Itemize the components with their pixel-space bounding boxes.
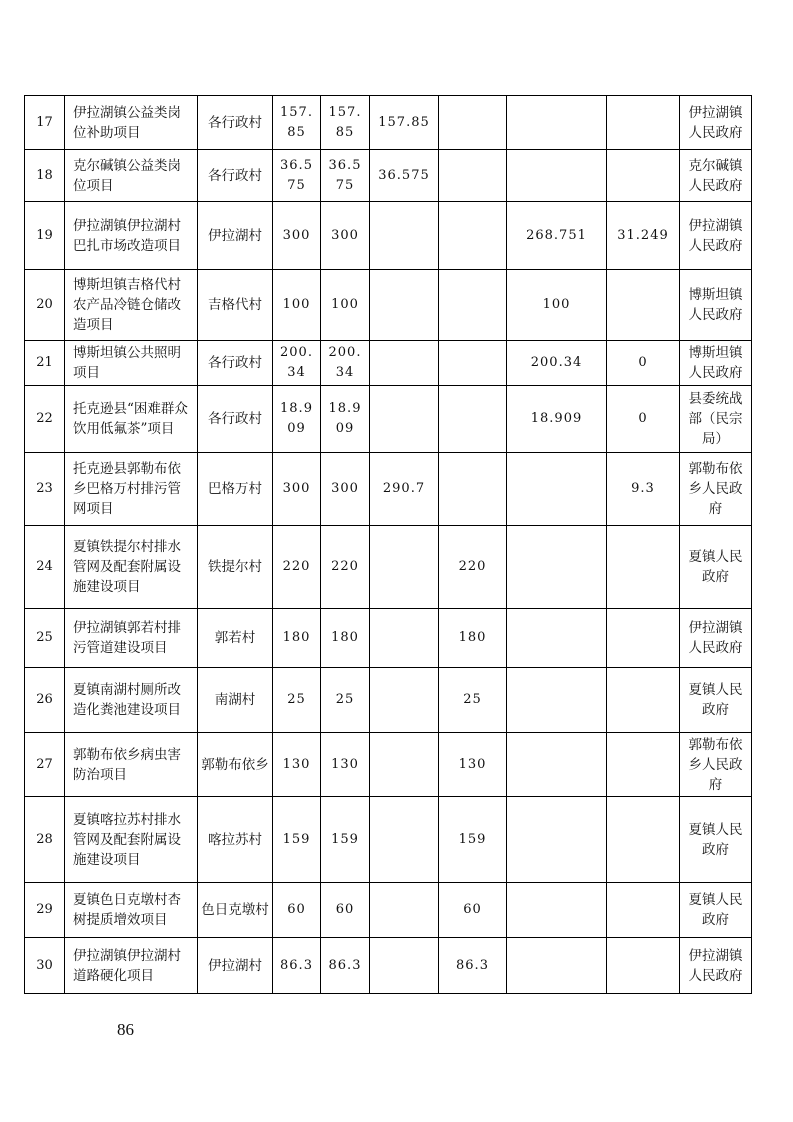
subtotal-amount: 86.3 (321, 938, 370, 994)
table-row (25, 96, 752, 150)
subtotal-amount: 300 (321, 453, 370, 526)
responsible-unit: 夏镇人民政府 (680, 883, 752, 938)
total-amount: 300 (273, 202, 321, 270)
total-amount: 159 (273, 797, 321, 883)
subtotal-amount: 200.34 (321, 341, 370, 386)
project-name: 博斯坦镇吉格代村农产品冷链仓储改造项目 (65, 270, 198, 341)
total-amount: 60 (273, 883, 321, 938)
project-location: 郭若村 (198, 609, 273, 668)
fund-col-2 (439, 386, 507, 453)
total-amount: 180 (273, 609, 321, 668)
project-name: 夏镇色日克墩村杏树提质增效项目 (65, 883, 198, 938)
table-row (25, 453, 752, 526)
fund-col-4: 0 (607, 386, 680, 453)
project-name: 郭勒布依乡病虫害防治项目 (65, 733, 198, 797)
fund-col-1 (370, 270, 439, 341)
total-amount: 100 (273, 270, 321, 341)
fund-col-4 (607, 938, 680, 994)
fund-col-1 (370, 609, 439, 668)
project-name: 博斯坦镇公共照明项目 (65, 341, 198, 386)
project-name: 夏镇南湖村厕所改造化粪池建设项目 (65, 668, 198, 733)
project-name: 托克逊县“困难群众饮用低氟茶”项目 (65, 386, 198, 453)
fund-col-2 (439, 96, 507, 150)
responsible-unit: 县委统战部（民宗局） (680, 386, 752, 453)
project-name: 伊拉湖镇伊拉湖村道路硬化项目 (65, 938, 198, 994)
fund-col-4: 9.3 (607, 453, 680, 526)
row-number: 22 (25, 386, 65, 453)
fund-col-3: 100 (507, 270, 607, 341)
table-row (25, 270, 752, 341)
project-location: 各行政村 (198, 341, 273, 386)
fund-col-1: 290.7 (370, 453, 439, 526)
row-number: 21 (25, 341, 65, 386)
responsible-unit: 克尔碱镇人民政府 (680, 150, 752, 202)
row-number: 23 (25, 453, 65, 526)
project-location: 各行政村 (198, 150, 273, 202)
responsible-unit: 夏镇人民政府 (680, 797, 752, 883)
total-amount: 36.575 (273, 150, 321, 202)
fund-col-2: 220 (439, 526, 507, 609)
project-name: 夏镇铁提尔村排水管网及配套附属设施建设项目 (65, 526, 198, 609)
fund-col-4 (607, 270, 680, 341)
project-name: 伊拉湖镇郭若村排污管道建设项目 (65, 609, 198, 668)
project-fund-table (24, 95, 752, 994)
row-number: 18 (25, 150, 65, 202)
fund-col-2 (439, 453, 507, 526)
responsible-unit: 夏镇人民政府 (680, 526, 752, 609)
fund-col-2: 86.3 (439, 938, 507, 994)
table-row (25, 609, 752, 668)
responsible-unit: 郭勒布依乡人民政府 (680, 733, 752, 797)
page-number: 86 (117, 1020, 134, 1039)
fund-col-1: 157.85 (370, 96, 439, 150)
fund-col-2: 60 (439, 883, 507, 938)
fund-col-2: 180 (439, 609, 507, 668)
project-location: 各行政村 (198, 96, 273, 150)
project-location: 吉格代村 (198, 270, 273, 341)
fund-col-3 (507, 883, 607, 938)
fund-col-1 (370, 526, 439, 609)
total-amount: 86.3 (273, 938, 321, 994)
table-row (25, 883, 752, 938)
fund-col-4: 31.249 (607, 202, 680, 270)
fund-col-4 (607, 96, 680, 150)
row-number: 27 (25, 733, 65, 797)
fund-col-3: 200.34 (507, 341, 607, 386)
total-amount: 157.85 (273, 96, 321, 150)
responsible-unit: 伊拉湖镇人民政府 (680, 938, 752, 994)
subtotal-amount: 60 (321, 883, 370, 938)
fund-col-4 (607, 733, 680, 797)
total-amount: 18.909 (273, 386, 321, 453)
project-location: 各行政村 (198, 386, 273, 453)
subtotal-amount: 157.85 (321, 96, 370, 150)
fund-col-3 (507, 96, 607, 150)
fund-col-3 (507, 150, 607, 202)
subtotal-amount: 18.909 (321, 386, 370, 453)
project-location: 郭勒布依乡 (198, 733, 273, 797)
fund-col-3 (507, 453, 607, 526)
responsible-unit: 郭勒布依乡人民政府 (680, 453, 752, 526)
fund-col-2 (439, 270, 507, 341)
fund-col-1 (370, 341, 439, 386)
responsible-unit: 夏镇人民政府 (680, 668, 752, 733)
table-row (25, 526, 752, 609)
table-row (25, 150, 752, 202)
fund-col-4: 0 (607, 341, 680, 386)
fund-col-3 (507, 668, 607, 733)
subtotal-amount: 130 (321, 733, 370, 797)
row-number: 24 (25, 526, 65, 609)
responsible-unit: 博斯坦镇人民政府 (680, 341, 752, 386)
responsible-unit: 博斯坦镇人民政府 (680, 270, 752, 341)
subtotal-amount: 159 (321, 797, 370, 883)
table-row (25, 386, 752, 453)
subtotal-amount: 220 (321, 526, 370, 609)
project-name: 伊拉湖镇伊拉湖村巴扎市场改造项目 (65, 202, 198, 270)
table-row (25, 733, 752, 797)
responsible-unit: 伊拉湖镇人民政府 (680, 609, 752, 668)
subtotal-amount: 180 (321, 609, 370, 668)
fund-col-3 (507, 938, 607, 994)
fund-col-1 (370, 668, 439, 733)
project-name: 夏镇喀拉苏村排水管网及配套附属设施建设项目 (65, 797, 198, 883)
fund-col-2 (439, 150, 507, 202)
project-location: 喀拉苏村 (198, 797, 273, 883)
project-name: 托克逊县郭勒布依乡巴格万村排污管网项目 (65, 453, 198, 526)
project-name: 克尔碱镇公益类岗位项目 (65, 150, 198, 202)
fund-col-3: 18.909 (507, 386, 607, 453)
fund-col-2: 130 (439, 733, 507, 797)
project-location: 铁提尔村 (198, 526, 273, 609)
row-number: 20 (25, 270, 65, 341)
fund-col-2: 159 (439, 797, 507, 883)
project-location: 巴格万村 (198, 453, 273, 526)
row-number: 25 (25, 609, 65, 668)
project-location: 色日克墩村 (198, 883, 273, 938)
row-number: 19 (25, 202, 65, 270)
table-row (25, 202, 752, 270)
fund-col-4 (607, 883, 680, 938)
project-name: 伊拉湖镇公益类岗位补助项目 (65, 96, 198, 150)
fund-col-1 (370, 386, 439, 453)
fund-col-4 (607, 526, 680, 609)
total-amount: 130 (273, 733, 321, 797)
fund-col-1 (370, 883, 439, 938)
row-number: 30 (25, 938, 65, 994)
fund-col-4 (607, 797, 680, 883)
table-row (25, 341, 752, 386)
table-row (25, 938, 752, 994)
total-amount: 25 (273, 668, 321, 733)
project-location: 伊拉湖村 (198, 202, 273, 270)
fund-col-4 (607, 668, 680, 733)
fund-col-3 (507, 797, 607, 883)
responsible-unit: 伊拉湖镇人民政府 (680, 202, 752, 270)
fund-col-3: 268.751 (507, 202, 607, 270)
row-number: 17 (25, 96, 65, 150)
fund-col-3 (507, 526, 607, 609)
fund-col-1 (370, 733, 439, 797)
fund-col-4 (607, 609, 680, 668)
row-number: 29 (25, 883, 65, 938)
table-row (25, 668, 752, 733)
table-row (25, 797, 752, 883)
fund-col-4 (607, 150, 680, 202)
subtotal-amount: 100 (321, 270, 370, 341)
fund-col-3 (507, 733, 607, 797)
table-body (25, 96, 752, 994)
fund-col-2: 25 (439, 668, 507, 733)
fund-col-2 (439, 202, 507, 270)
fund-col-3 (507, 609, 607, 668)
subtotal-amount: 36.575 (321, 150, 370, 202)
fund-col-1: 36.575 (370, 150, 439, 202)
fund-col-1 (370, 202, 439, 270)
subtotal-amount: 25 (321, 668, 370, 733)
project-location: 南湖村 (198, 668, 273, 733)
fund-col-1 (370, 797, 439, 883)
project-location: 伊拉湖村 (198, 938, 273, 994)
fund-col-2 (439, 341, 507, 386)
total-amount: 220 (273, 526, 321, 609)
total-amount: 300 (273, 453, 321, 526)
row-number: 26 (25, 668, 65, 733)
subtotal-amount: 300 (321, 202, 370, 270)
responsible-unit: 伊拉湖镇人民政府 (680, 96, 752, 150)
total-amount: 200.34 (273, 341, 321, 386)
row-number: 28 (25, 797, 65, 883)
fund-col-1 (370, 938, 439, 994)
